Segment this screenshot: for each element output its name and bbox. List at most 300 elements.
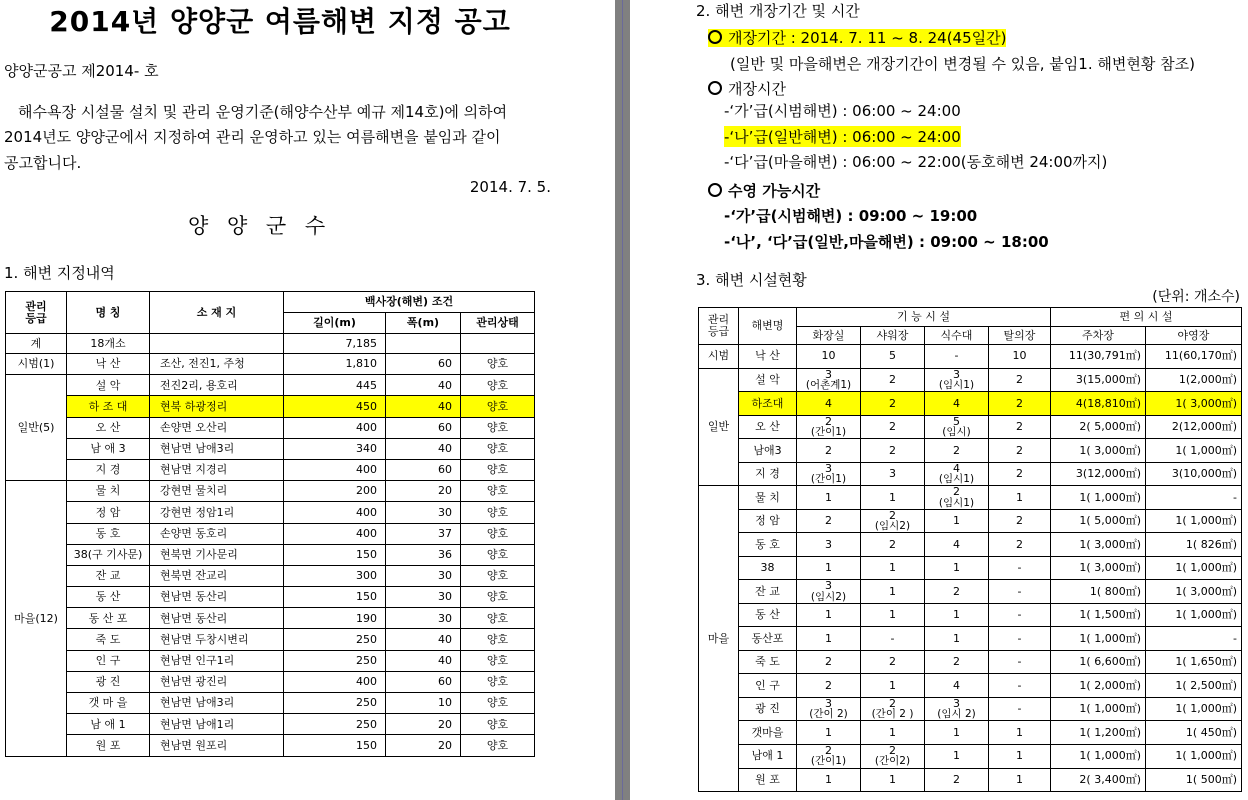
camp-cell: 1( 2,500㎡) bbox=[1146, 674, 1242, 698]
table-row bbox=[699, 721, 1242, 745]
table-row bbox=[699, 533, 1242, 557]
section3-heading: 3. 해변 시설현황 bbox=[696, 271, 807, 289]
table-row bbox=[6, 438, 535, 459]
table-row bbox=[6, 481, 535, 502]
changing-cell: 1 bbox=[989, 768, 1051, 792]
status-cell: 양호 bbox=[461, 608, 535, 629]
toilet-count: 1 bbox=[825, 725, 832, 739]
water-cell bbox=[925, 744, 989, 768]
beach-name-cell: 38 bbox=[739, 556, 797, 580]
status-cell: 양호 bbox=[461, 735, 535, 756]
width-cell: 30 bbox=[386, 587, 461, 608]
table-row bbox=[699, 674, 1242, 698]
toilet-note: (간이 2) bbox=[809, 708, 848, 721]
toilet-note: (간이1) bbox=[810, 755, 847, 768]
header-water: 식수대 bbox=[925, 327, 989, 345]
length-cell: 400 bbox=[284, 671, 386, 692]
header-shower: 샤워장 bbox=[861, 327, 925, 345]
camp-cell: 11(60,170㎡) bbox=[1146, 345, 1242, 369]
table-row bbox=[6, 544, 535, 565]
shower-cell bbox=[861, 462, 925, 486]
changing-cell: 10 bbox=[989, 345, 1051, 369]
shower-count: 2 bbox=[889, 697, 896, 710]
shower-count: 3 bbox=[889, 467, 896, 481]
unit-label: (단위: 개소수) bbox=[1152, 289, 1240, 305]
header-functional: 기 능 시 설 bbox=[797, 308, 1051, 327]
status-cell: 양호 bbox=[461, 438, 535, 459]
table-row bbox=[699, 345, 1242, 369]
toilet-count: 3 bbox=[825, 697, 832, 710]
circle-bullet-icon bbox=[708, 183, 722, 197]
swim-heading: 수영 가능시간 bbox=[728, 182, 821, 200]
shower-cell bbox=[861, 744, 925, 768]
location-cell: 현남면 남애1리 bbox=[150, 714, 284, 735]
beach-name-cell: 하 조 대 bbox=[67, 396, 150, 417]
toilet-count: 10 bbox=[821, 349, 836, 363]
camp-cell: 3(10,000㎡) bbox=[1146, 462, 1242, 486]
toilet-cell bbox=[797, 368, 861, 392]
water-cell bbox=[925, 368, 989, 392]
water-cell bbox=[925, 439, 989, 463]
changing-cell: - bbox=[989, 697, 1051, 721]
length-cell: 250 bbox=[284, 714, 386, 735]
status-cell: 양호 bbox=[461, 671, 535, 692]
table-row bbox=[6, 671, 535, 692]
length-cell: 1,810 bbox=[284, 354, 386, 375]
changing-cell: 2 bbox=[989, 509, 1051, 533]
header-parking: 주차장 bbox=[1051, 327, 1146, 345]
camp-cell: 1( 1,000㎡) bbox=[1146, 439, 1242, 463]
header-status: 관리상태 bbox=[461, 313, 535, 334]
water-cell bbox=[925, 721, 989, 745]
header-name: 명 칭 bbox=[67, 292, 150, 334]
water-cell bbox=[925, 462, 989, 486]
status-cell: 양호 bbox=[461, 354, 535, 375]
width-cell: 37 bbox=[386, 523, 461, 544]
header-condition: 백사장(해변) 조건 bbox=[284, 292, 535, 313]
water-count: 1 bbox=[953, 725, 960, 739]
width-cell: 30 bbox=[386, 565, 461, 586]
parking-cell: 1( 1,500㎡) bbox=[1051, 603, 1146, 627]
location-cell: 전진2리, 용호리 bbox=[150, 375, 284, 396]
toilet-count: 2 bbox=[825, 514, 832, 528]
water-count: 3 bbox=[953, 697, 960, 710]
camp-cell: - bbox=[1146, 627, 1242, 651]
toilet-cell bbox=[797, 556, 861, 580]
beach-name-cell: 오 산 bbox=[739, 415, 797, 439]
camp-cell: 1( 1,000㎡) bbox=[1146, 509, 1242, 533]
shower-count: 1 bbox=[889, 678, 896, 692]
width-cell: 40 bbox=[386, 650, 461, 671]
hours-grade-da: -‘다’급(마을해변) : 06:00 ~ 22:00(동호해변 24:00까지) bbox=[724, 153, 1108, 171]
beach-name-cell: 갯마을 bbox=[739, 721, 797, 745]
notice-number: 양양군공고 제2014- 호 bbox=[4, 62, 159, 80]
location-cell: 조산, 전진1, 주청 bbox=[150, 354, 284, 375]
water-note: (임시1) bbox=[938, 379, 975, 392]
beach-name-cell: 정 암 bbox=[739, 509, 797, 533]
water-count: 2 bbox=[953, 655, 960, 669]
parking-cell: 1( 1,000㎡) bbox=[1051, 627, 1146, 651]
width-cell: 60 bbox=[386, 459, 461, 480]
changing-cell: 1 bbox=[989, 721, 1051, 745]
width-cell: 20 bbox=[386, 714, 461, 735]
status-cell: 양호 bbox=[461, 459, 535, 480]
opening-period-note: (일반 및 마을해변은 개장기간이 변경될 수 있음, 붙임1. 해변현황 참조) bbox=[730, 55, 1195, 73]
shower-count: 2 bbox=[889, 537, 896, 551]
table-row bbox=[699, 462, 1242, 486]
parking-cell: 1( 1,000㎡) bbox=[1051, 744, 1146, 768]
camp-cell: 2(12,000㎡) bbox=[1146, 415, 1242, 439]
swim-heading-line bbox=[708, 180, 820, 201]
table-row bbox=[6, 396, 535, 417]
toilet-count: 2 bbox=[825, 415, 832, 428]
document-title: 2014년 양양군 여름해변 지정 공고 bbox=[49, 5, 511, 38]
camp-cell: 1( 3,000㎡) bbox=[1146, 392, 1242, 416]
status-cell: 양호 bbox=[461, 523, 535, 544]
toilet-count: 4 bbox=[825, 396, 832, 410]
table-row bbox=[6, 502, 535, 523]
water-count: 1 bbox=[953, 631, 960, 645]
shower-count: 1 bbox=[889, 772, 896, 786]
table-row bbox=[699, 650, 1242, 674]
status-cell: 양호 bbox=[461, 481, 535, 502]
table-row bbox=[699, 603, 1242, 627]
parking-cell: 2( 5,000㎡) bbox=[1051, 415, 1146, 439]
status-cell: 양호 bbox=[461, 417, 535, 438]
location-cell: 현북면 잔교리 bbox=[150, 565, 284, 586]
body-line-3: 공고합니다. bbox=[4, 154, 82, 172]
changing-cell: - bbox=[989, 603, 1051, 627]
shower-cell bbox=[861, 415, 925, 439]
shower-note: (임시2) bbox=[874, 520, 911, 533]
beach-name-cell: 지 경 bbox=[739, 462, 797, 486]
camp-cell: - bbox=[1146, 486, 1242, 510]
camp-cell: 1( 1,000㎡) bbox=[1146, 744, 1242, 768]
camp-cell: 1(2,000㎡) bbox=[1146, 368, 1242, 392]
location-cell: 현남면 남애3리 bbox=[150, 438, 284, 459]
beach-facility-table bbox=[698, 307, 1242, 792]
beach-name-cell: 물 치 bbox=[739, 486, 797, 510]
status-cell: 양호 bbox=[461, 650, 535, 671]
beach-name-cell: 정 암 bbox=[67, 502, 150, 523]
water-count: 4 bbox=[953, 462, 960, 475]
toilet-cell bbox=[797, 415, 861, 439]
beach-name-cell: 지 경 bbox=[67, 459, 150, 480]
length-cell: 400 bbox=[284, 502, 386, 523]
width-cell: 20 bbox=[386, 735, 461, 756]
width-cell: 10 bbox=[386, 693, 461, 714]
width-cell: 30 bbox=[386, 608, 461, 629]
camp-cell: 1( 500㎡) bbox=[1146, 768, 1242, 792]
length-cell: 150 bbox=[284, 544, 386, 565]
grade-cell: 일반(5) bbox=[6, 375, 67, 481]
changing-cell: - bbox=[989, 674, 1051, 698]
location-cell: 현남면 광진리 bbox=[150, 671, 284, 692]
length-cell: 445 bbox=[284, 375, 386, 396]
water-count: 1 bbox=[953, 608, 960, 622]
toilet-cell bbox=[797, 697, 861, 721]
length-cell: 400 bbox=[284, 523, 386, 544]
toilet-note: (간이1) bbox=[810, 426, 847, 439]
shower-cell bbox=[861, 627, 925, 651]
header-beach-name: 해변명 bbox=[739, 308, 797, 345]
water-cell bbox=[925, 697, 989, 721]
width-cell: 40 bbox=[386, 438, 461, 459]
table-row bbox=[6, 608, 535, 629]
beach-name-cell: 잔 교 bbox=[67, 565, 150, 586]
table-row bbox=[699, 556, 1242, 580]
toilet-cell bbox=[797, 345, 861, 369]
location-cell: 현남면 두창시변리 bbox=[150, 629, 284, 650]
changing-cell: - bbox=[989, 650, 1051, 674]
beach-name-cell: 하조대 bbox=[739, 392, 797, 416]
toilet-cell bbox=[797, 439, 861, 463]
beach-name-cell: 설 악 bbox=[67, 375, 150, 396]
beach-name-cell: 설 악 bbox=[739, 368, 797, 392]
table-row bbox=[6, 587, 535, 608]
toilet-count: 3 bbox=[825, 462, 832, 475]
status-cell: 양호 bbox=[461, 565, 535, 586]
header-camp: 야영장 bbox=[1146, 327, 1242, 345]
table-row bbox=[699, 744, 1242, 768]
hours-grade-ga: -‘가’급(시범해변) : 06:00 ~ 24:00 bbox=[724, 102, 961, 120]
status-cell: 양호 bbox=[461, 544, 535, 565]
table-row bbox=[699, 486, 1242, 510]
beach-designation-table bbox=[5, 291, 535, 757]
table-row bbox=[699, 509, 1242, 533]
length-cell: 340 bbox=[284, 438, 386, 459]
total-count: 18개소 bbox=[67, 334, 150, 354]
water-count: 4 bbox=[953, 396, 960, 410]
shower-count: 1 bbox=[889, 584, 896, 598]
shower-note: (간이2) bbox=[874, 755, 911, 768]
toilet-cell bbox=[797, 721, 861, 745]
width-cell: 20 bbox=[386, 481, 461, 502]
water-cell bbox=[925, 580, 989, 604]
changing-cell: 1 bbox=[989, 744, 1051, 768]
length-cell: 150 bbox=[284, 587, 386, 608]
status-cell: 양호 bbox=[461, 396, 535, 417]
shower-count: 2 bbox=[889, 744, 896, 757]
toilet-note: (간이1) bbox=[810, 473, 847, 486]
beach-name-cell: 낙 산 bbox=[739, 345, 797, 369]
changing-cell: 2 bbox=[989, 439, 1051, 463]
location-cell: 현남면 동산리 bbox=[150, 587, 284, 608]
beach-name-cell: 죽 도 bbox=[739, 650, 797, 674]
body-line-1: 해수욕장 시설물 설치 및 관리 운영기준(해양수산부 예규 제14호)에 의하여 bbox=[18, 103, 508, 121]
changing-cell: - bbox=[989, 580, 1051, 604]
beach-name-cell: 동 호 bbox=[739, 533, 797, 557]
beach-name-cell: 남애3 bbox=[739, 439, 797, 463]
water-count: 2 bbox=[953, 443, 960, 457]
water-note: (임시1) bbox=[938, 473, 975, 486]
table-row bbox=[699, 627, 1242, 651]
water-cell bbox=[925, 509, 989, 533]
shower-cell bbox=[861, 368, 925, 392]
changing-cell: - bbox=[989, 556, 1051, 580]
toilet-cell bbox=[797, 462, 861, 486]
water-note: (임시1) bbox=[938, 496, 975, 509]
swim-grade-ga: -‘가’급(시범해변) : 09:00 ~ 19:00 bbox=[724, 207, 978, 225]
parking-cell: 11(30,791㎡) bbox=[1051, 345, 1146, 369]
shower-count: 1 bbox=[889, 561, 896, 575]
parking-cell: 1( 5,000㎡) bbox=[1051, 509, 1146, 533]
toilet-cell bbox=[797, 627, 861, 651]
beach-name-cell: 죽 도 bbox=[67, 629, 150, 650]
header-changing: 탈의장 bbox=[989, 327, 1051, 345]
left-page bbox=[0, 0, 615, 800]
location-cell: 현북 하광정리 bbox=[150, 396, 284, 417]
hours-grade-na: -‘나’급(일반해변) : 06:00 ~ 24:00 bbox=[724, 128, 961, 146]
toilet-count: 2 bbox=[825, 655, 832, 669]
parking-cell: 1( 1,200㎡) bbox=[1051, 721, 1146, 745]
shower-count: 2 bbox=[889, 509, 896, 522]
status-cell: 양호 bbox=[461, 375, 535, 396]
length-cell: 400 bbox=[284, 459, 386, 480]
beach-name-cell: 남 애 1 bbox=[67, 714, 150, 735]
beach-name-cell: 동 산 포 bbox=[67, 608, 150, 629]
opening-period-line bbox=[708, 27, 1006, 48]
beach-name-cell: 동 산 bbox=[739, 603, 797, 627]
section1-heading: 1. 해변 지정내역 bbox=[4, 264, 115, 282]
water-cell bbox=[925, 533, 989, 557]
water-cell bbox=[925, 556, 989, 580]
changing-cell: - bbox=[989, 627, 1051, 651]
water-cell bbox=[925, 415, 989, 439]
shower-count: 2 bbox=[889, 396, 896, 410]
shower-count: 1 bbox=[889, 725, 896, 739]
parking-cell: 1( 3,000㎡) bbox=[1051, 556, 1146, 580]
location-cell: 손양면 동호리 bbox=[150, 523, 284, 544]
parking-cell: 1( 6,600㎡) bbox=[1051, 650, 1146, 674]
beach-name-cell: 광 진 bbox=[67, 671, 150, 692]
beach-name-cell: 동산포 bbox=[739, 627, 797, 651]
toilet-note: (어촌계1) bbox=[805, 379, 852, 392]
table-row bbox=[699, 439, 1242, 463]
changing-cell: 2 bbox=[989, 368, 1051, 392]
water-count: 2 bbox=[953, 485, 960, 499]
water-note: (임시) bbox=[942, 426, 971, 439]
table-row bbox=[699, 392, 1242, 416]
toilet-count: 2 bbox=[825, 744, 832, 757]
location-cell: 현북면 기사문리 bbox=[150, 544, 284, 565]
water-cell bbox=[925, 674, 989, 698]
beach-name-cell: 오 산 bbox=[67, 417, 150, 438]
toilet-cell bbox=[797, 533, 861, 557]
shower-cell bbox=[861, 486, 925, 510]
water-count: 1 bbox=[953, 514, 960, 528]
beach-name-cell: 인 구 bbox=[67, 650, 150, 671]
water-count: 5 bbox=[953, 415, 960, 428]
toilet-cell bbox=[797, 768, 861, 792]
beach-name-cell: 남애 1 bbox=[739, 744, 797, 768]
changing-cell: 2 bbox=[989, 392, 1051, 416]
table-row bbox=[699, 368, 1242, 392]
shower-cell bbox=[861, 533, 925, 557]
total-row bbox=[6, 334, 535, 354]
width-cell: 60 bbox=[386, 671, 461, 692]
page-split-line bbox=[622, 0, 623, 800]
toilet-count: 3 bbox=[825, 537, 832, 551]
camp-cell: 1( 1,000㎡) bbox=[1146, 697, 1242, 721]
shower-count: 1 bbox=[889, 490, 896, 504]
water-cell bbox=[925, 603, 989, 627]
shower-count: - bbox=[890, 631, 895, 645]
toilet-cell bbox=[797, 392, 861, 416]
table-row bbox=[6, 714, 535, 735]
shower-cell bbox=[861, 509, 925, 533]
grade-cell: 시범 bbox=[699, 345, 739, 369]
camp-cell: 1( 3,000㎡) bbox=[1146, 580, 1242, 604]
status-cell: 양호 bbox=[461, 693, 535, 714]
beach-name-cell: 원 포 bbox=[739, 768, 797, 792]
table-row bbox=[6, 354, 535, 375]
shower-cell bbox=[861, 768, 925, 792]
table-row bbox=[6, 459, 535, 480]
water-note: (임시 2) bbox=[937, 708, 976, 721]
shower-note: (간이 2 ) bbox=[871, 708, 914, 721]
camp-cell: 1( 1,000㎡) bbox=[1146, 603, 1242, 627]
water-count: 2 bbox=[953, 584, 960, 598]
beach-name-cell: 동 산 bbox=[67, 587, 150, 608]
beach-name-cell: 동 호 bbox=[67, 523, 150, 544]
shower-count: 1 bbox=[889, 608, 896, 622]
parking-cell: 2( 3,400㎡) bbox=[1051, 768, 1146, 792]
camp-cell: 1( 450㎡) bbox=[1146, 721, 1242, 745]
water-cell bbox=[925, 345, 989, 369]
length-cell: 250 bbox=[284, 650, 386, 671]
header-length: 길이(m) bbox=[284, 313, 386, 334]
toilet-note: (임시2) bbox=[810, 590, 847, 603]
water-count: 4 bbox=[953, 678, 960, 692]
width-cell: 40 bbox=[386, 375, 461, 396]
toilet-count: 1 bbox=[825, 561, 832, 575]
total-length: 7,185 bbox=[284, 334, 386, 354]
toilet-count: 3 bbox=[825, 368, 832, 381]
toilet-count: 1 bbox=[825, 772, 832, 786]
shower-cell bbox=[861, 697, 925, 721]
length-cell: 190 bbox=[284, 608, 386, 629]
shower-cell bbox=[861, 650, 925, 674]
table-row bbox=[6, 565, 535, 586]
camp-cell: 1( 1,000㎡) bbox=[1146, 556, 1242, 580]
swim-grade-nada: -‘나’, ‘다’급(일반,마을해변) : 09:00 ~ 18:00 bbox=[724, 233, 1049, 251]
length-cell: 450 bbox=[284, 396, 386, 417]
water-cell bbox=[925, 392, 989, 416]
body-line-2: 2014년도 양양군에서 지정하여 관리 운영하고 있는 여름해변을 붙임과 같이 bbox=[4, 128, 501, 146]
width-cell: 36 bbox=[386, 544, 461, 565]
grade-cell: 시범(1) bbox=[6, 354, 67, 375]
beach-name-cell: 낙 산 bbox=[67, 354, 150, 375]
table-row bbox=[6, 523, 535, 544]
toilet-cell bbox=[797, 486, 861, 510]
shower-cell bbox=[861, 674, 925, 698]
changing-cell: 2 bbox=[989, 462, 1051, 486]
circle-bullet-icon bbox=[708, 81, 722, 95]
width-cell: 30 bbox=[386, 502, 461, 523]
grade-cell: 마을(12) bbox=[6, 481, 67, 756]
camp-cell: 1( 1,650㎡) bbox=[1146, 650, 1242, 674]
toilet-count: 2 bbox=[825, 678, 832, 692]
notice-date: 2014. 7. 5. bbox=[469, 178, 551, 196]
beach-name-cell: 인 구 bbox=[739, 674, 797, 698]
beach-name-cell: 물 치 bbox=[67, 481, 150, 502]
parking-cell: 1( 1,000㎡) bbox=[1051, 697, 1146, 721]
shower-cell bbox=[861, 721, 925, 745]
status-cell: 양호 bbox=[461, 502, 535, 523]
status-cell: 양호 bbox=[461, 714, 535, 735]
status-cell: 양호 bbox=[461, 629, 535, 650]
